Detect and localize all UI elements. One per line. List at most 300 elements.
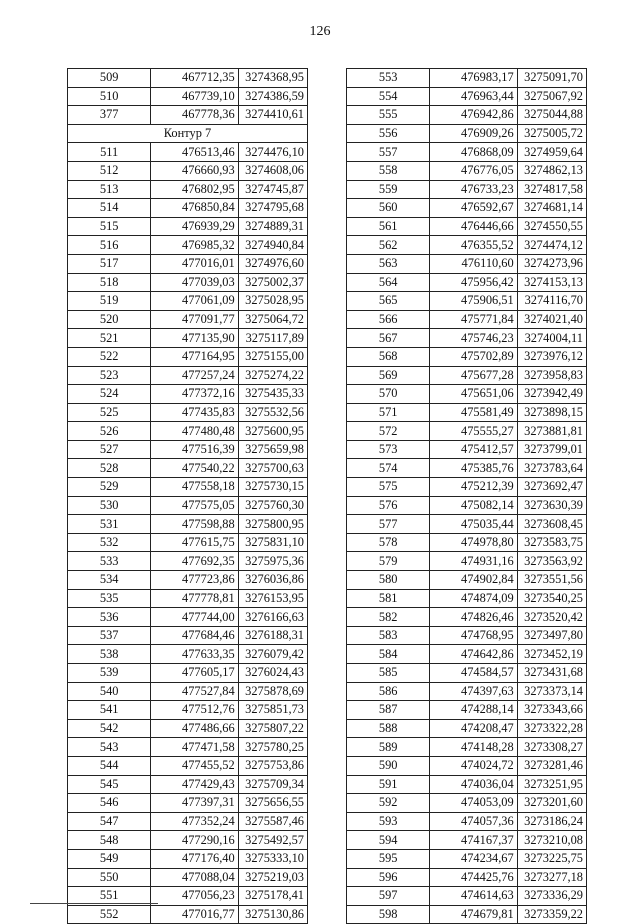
point-number: 513 xyxy=(68,180,151,199)
table-row xyxy=(68,645,308,664)
point-number: 534 xyxy=(68,571,151,590)
point-number: 525 xyxy=(68,403,151,422)
coordinate-y: 3275130,86 xyxy=(238,905,307,924)
coordinate-x: 477575,05 xyxy=(151,496,238,515)
table-row xyxy=(347,254,587,273)
coordinate-x: 476355,52 xyxy=(430,236,517,255)
point-number: 566 xyxy=(347,310,430,329)
table-row xyxy=(68,794,308,813)
table-row xyxy=(68,87,308,106)
coordinate-y: 3275178,41 xyxy=(238,887,307,906)
table-row xyxy=(68,385,308,404)
coordinate-y: 3273201,60 xyxy=(517,794,586,813)
coordinate-x: 474053,09 xyxy=(430,794,517,813)
coordinate-x: 476868,09 xyxy=(430,143,517,162)
point-number: 551 xyxy=(68,887,151,906)
table-row xyxy=(68,589,308,608)
table-row xyxy=(68,180,308,199)
coordinate-y: 3274889,31 xyxy=(238,217,307,236)
point-number: 521 xyxy=(68,329,151,348)
coordinate-x: 477633,35 xyxy=(151,645,238,664)
table-row xyxy=(68,701,308,720)
table-row xyxy=(347,385,587,404)
table-row xyxy=(68,515,308,534)
coordinate-y: 3275044,88 xyxy=(517,106,586,125)
table-row xyxy=(347,701,587,720)
point-number: 598 xyxy=(347,905,430,924)
table-row xyxy=(347,161,587,180)
coordinate-x: 477016,01 xyxy=(151,254,238,273)
coordinate-x: 474614,63 xyxy=(430,887,517,906)
coordinate-x: 477486,66 xyxy=(151,719,238,738)
coordinate-x: 467739,10 xyxy=(151,87,238,106)
coordinate-y: 3274386,59 xyxy=(238,87,307,106)
coordinate-y: 3275831,10 xyxy=(238,533,307,552)
coordinate-x: 477516,39 xyxy=(151,440,238,459)
point-number: 568 xyxy=(347,347,430,366)
table-row xyxy=(68,812,308,831)
coordinate-x: 477397,31 xyxy=(151,794,238,813)
coordinate-x: 475956,42 xyxy=(430,273,517,292)
point-number: 511 xyxy=(68,143,151,162)
coordinate-y: 3273308,27 xyxy=(517,738,586,757)
point-number: 563 xyxy=(347,254,430,273)
coordinate-y: 3273563,92 xyxy=(517,552,586,571)
point-number: 523 xyxy=(68,366,151,385)
coordinate-x: 477480,48 xyxy=(151,422,238,441)
point-number: 595 xyxy=(347,849,430,868)
coordinate-y: 3274817,58 xyxy=(517,180,586,199)
table-row xyxy=(68,217,308,236)
table-row xyxy=(347,236,587,255)
point-number: 577 xyxy=(347,515,430,534)
coordinate-x: 475412,57 xyxy=(430,440,517,459)
coordinate-x: 476983,17 xyxy=(430,69,517,88)
point-number: 565 xyxy=(347,292,430,311)
point-number: 552 xyxy=(68,905,151,924)
coordinate-y: 3273225,75 xyxy=(517,849,586,868)
point-number: 530 xyxy=(68,496,151,515)
coordinate-y: 3275274,22 xyxy=(238,366,307,385)
point-number: 570 xyxy=(347,385,430,404)
point-number: 576 xyxy=(347,496,430,515)
point-number: 590 xyxy=(347,756,430,775)
point-number: 584 xyxy=(347,645,430,664)
point-number: 581 xyxy=(347,589,430,608)
point-number: 528 xyxy=(68,459,151,478)
table-row xyxy=(68,347,308,366)
table-row xyxy=(68,756,308,775)
coordinate-x: 476939,29 xyxy=(151,217,238,236)
point-number: 518 xyxy=(68,273,151,292)
coordinate-y: 3275753,86 xyxy=(238,756,307,775)
coordinate-x: 474902,84 xyxy=(430,571,517,590)
point-number: 575 xyxy=(347,478,430,497)
coordinate-x: 477135,90 xyxy=(151,329,238,348)
coordinate-y: 3275028,95 xyxy=(238,292,307,311)
coordinate-y: 3275807,22 xyxy=(238,719,307,738)
table-row xyxy=(347,515,587,534)
coordinate-x: 475035,44 xyxy=(430,515,517,534)
table-row xyxy=(68,608,308,627)
table-row xyxy=(347,682,587,701)
table-row xyxy=(347,905,587,924)
coordinate-x: 475082,14 xyxy=(430,496,517,515)
point-number: 578 xyxy=(347,533,430,552)
coordinate-y: 3273799,01 xyxy=(517,440,586,459)
table-row xyxy=(68,775,308,794)
coordinate-x: 477684,46 xyxy=(151,626,238,645)
coordinate-x: 474036,04 xyxy=(430,775,517,794)
table-row xyxy=(68,329,308,348)
point-number: 554 xyxy=(347,87,430,106)
table-row xyxy=(68,69,308,88)
table-row xyxy=(347,143,587,162)
point-number: 539 xyxy=(68,664,151,683)
point-number: 594 xyxy=(347,831,430,850)
point-number: 529 xyxy=(68,478,151,497)
table-row xyxy=(347,329,587,348)
coordinate-y: 3273452,19 xyxy=(517,645,586,664)
coordinate-x: 476802,95 xyxy=(151,180,238,199)
coordinate-x: 474584,57 xyxy=(430,664,517,683)
coordinate-y: 3275800,95 xyxy=(238,515,307,534)
coordinate-y: 3275492,57 xyxy=(238,831,307,850)
coordinate-y: 3273359,22 xyxy=(517,905,586,924)
coordinate-x: 477723,86 xyxy=(151,571,238,590)
table-row xyxy=(347,533,587,552)
point-number: 580 xyxy=(347,571,430,590)
point-number: 517 xyxy=(68,254,151,273)
coordinate-y: 3274410,61 xyxy=(238,106,307,125)
coordinate-y: 3275333,10 xyxy=(238,849,307,868)
coordinate-y: 3274474,12 xyxy=(517,236,586,255)
coordinate-x: 477016,77 xyxy=(151,905,238,924)
point-number: 593 xyxy=(347,812,430,831)
coordinate-x: 474208,47 xyxy=(430,719,517,738)
point-number: 596 xyxy=(347,868,430,887)
point-number: 555 xyxy=(347,106,430,125)
coordinate-y: 3275600,95 xyxy=(238,422,307,441)
table-row xyxy=(68,366,308,385)
point-number: 553 xyxy=(347,69,430,88)
table-row xyxy=(347,664,587,683)
point-number: 597 xyxy=(347,887,430,906)
coordinate-y: 3275091,70 xyxy=(517,69,586,88)
page-number: 126 xyxy=(309,24,331,39)
coordinate-y: 3275067,92 xyxy=(517,87,586,106)
table-row xyxy=(68,310,308,329)
coordinate-x: 476592,67 xyxy=(430,199,517,218)
coordinate-x: 475771,84 xyxy=(430,310,517,329)
coordinate-y: 3275656,55 xyxy=(238,794,307,813)
point-number: 585 xyxy=(347,664,430,683)
coordinate-y: 3275709,34 xyxy=(238,775,307,794)
coordinate-y: 3273431,68 xyxy=(517,664,586,683)
coordinate-y: 3274550,55 xyxy=(517,217,586,236)
coordinate-y: 3273942,49 xyxy=(517,385,586,404)
point-number: 556 xyxy=(347,124,430,143)
table-row xyxy=(68,440,308,459)
coordinate-y: 3276079,42 xyxy=(238,645,307,664)
coordinate-y: 3273520,42 xyxy=(517,608,586,627)
coordinate-y: 3276036,86 xyxy=(238,571,307,590)
coordinate-y: 3275532,56 xyxy=(238,403,307,422)
point-number: 586 xyxy=(347,682,430,701)
point-number: 536 xyxy=(68,608,151,627)
table-row xyxy=(68,273,308,292)
point-number: 514 xyxy=(68,199,151,218)
table-row xyxy=(347,459,587,478)
coordinate-x: 477088,04 xyxy=(151,868,238,887)
coordinate-y: 3273540,25 xyxy=(517,589,586,608)
coordinates-table-left xyxy=(67,68,308,924)
table-row xyxy=(347,422,587,441)
coordinate-x: 477039,03 xyxy=(151,273,238,292)
point-number: 535 xyxy=(68,589,151,608)
point-number: 567 xyxy=(347,329,430,348)
table-row xyxy=(68,831,308,850)
table-row xyxy=(347,849,587,868)
table-row xyxy=(347,440,587,459)
table-row xyxy=(347,775,587,794)
point-number: 572 xyxy=(347,422,430,441)
coordinate-y: 3273608,45 xyxy=(517,515,586,534)
coordinate-x: 477352,24 xyxy=(151,812,238,831)
table-row xyxy=(347,199,587,218)
coordinate-y: 3274959,64 xyxy=(517,143,586,162)
coordinate-x: 474024,72 xyxy=(430,756,517,775)
coordinate-y: 3273210,08 xyxy=(517,831,586,850)
point-number: 377 xyxy=(68,106,151,125)
coordinate-y: 3273783,64 xyxy=(517,459,586,478)
table-row xyxy=(347,868,587,887)
table-row xyxy=(68,403,308,422)
coordinate-y: 3275117,89 xyxy=(238,329,307,348)
point-number: 542 xyxy=(68,719,151,738)
coordinate-x: 475702,89 xyxy=(430,347,517,366)
coordinate-y: 3276166,63 xyxy=(238,608,307,627)
coordinate-x: 477372,16 xyxy=(151,385,238,404)
table-row xyxy=(347,366,587,385)
coordinate-y: 3273277,18 xyxy=(517,868,586,887)
table-row xyxy=(347,106,587,125)
table-row xyxy=(68,719,308,738)
point-number: 559 xyxy=(347,180,430,199)
coordinate-y: 3274608,06 xyxy=(238,161,307,180)
table-row xyxy=(68,459,308,478)
coordinate-y: 3275878,69 xyxy=(238,682,307,701)
table-row xyxy=(68,849,308,868)
coordinate-y: 3273881,81 xyxy=(517,422,586,441)
coordinate-y: 3273976,12 xyxy=(517,347,586,366)
coordinate-y: 3274940,84 xyxy=(238,236,307,255)
coordinate-y: 3275659,98 xyxy=(238,440,307,459)
coordinate-x: 476733,23 xyxy=(430,180,517,199)
coordinate-y: 3273551,56 xyxy=(517,571,586,590)
coordinate-y: 3275064,72 xyxy=(238,310,307,329)
coordinate-x: 477061,09 xyxy=(151,292,238,311)
point-number: 573 xyxy=(347,440,430,459)
coordinate-y: 3273583,75 xyxy=(517,533,586,552)
coordinate-y: 3273343,66 xyxy=(517,701,586,720)
point-number: 520 xyxy=(68,310,151,329)
section-title: Контур 7 xyxy=(68,124,308,143)
coordinate-y: 3275760,30 xyxy=(238,496,307,515)
table-row xyxy=(347,738,587,757)
point-number: 516 xyxy=(68,236,151,255)
coordinate-x: 474425,76 xyxy=(430,868,517,887)
coordinate-y: 3273336,29 xyxy=(517,887,586,906)
coordinate-y: 3274273,96 xyxy=(517,254,586,273)
coordinate-x: 476985,32 xyxy=(151,236,238,255)
point-number: 564 xyxy=(347,273,430,292)
coordinate-x: 474148,28 xyxy=(430,738,517,757)
table-row xyxy=(347,124,587,143)
table-row xyxy=(347,719,587,738)
table-row xyxy=(68,682,308,701)
coordinate-y: 3273958,83 xyxy=(517,366,586,385)
coordinate-x: 474397,63 xyxy=(430,682,517,701)
coordinate-y: 3273497,80 xyxy=(517,626,586,645)
point-number: 548 xyxy=(68,831,151,850)
point-number: 587 xyxy=(347,701,430,720)
table-row xyxy=(68,905,308,924)
point-number: 533 xyxy=(68,552,151,571)
table-row xyxy=(347,273,587,292)
coordinate-y: 3274368,95 xyxy=(238,69,307,88)
coordinate-y: 3275730,15 xyxy=(238,478,307,497)
table-row xyxy=(347,571,587,590)
coordinate-y: 3276188,31 xyxy=(238,626,307,645)
coordinate-y: 3275851,73 xyxy=(238,701,307,720)
table-row xyxy=(68,236,308,255)
table-row xyxy=(347,87,587,106)
coordinate-y: 3274681,14 xyxy=(517,199,586,218)
point-number: 524 xyxy=(68,385,151,404)
coordinate-y: 3273281,46 xyxy=(517,756,586,775)
table-row xyxy=(68,161,308,180)
coordinate-x: 474234,67 xyxy=(430,849,517,868)
point-number: 549 xyxy=(68,849,151,868)
table-row xyxy=(347,310,587,329)
point-number: 515 xyxy=(68,217,151,236)
point-number: 545 xyxy=(68,775,151,794)
point-number: 547 xyxy=(68,812,151,831)
point-number: 527 xyxy=(68,440,151,459)
point-number: 537 xyxy=(68,626,151,645)
table-row xyxy=(347,812,587,831)
coordinate-x: 476110,60 xyxy=(430,254,517,273)
point-number: 532 xyxy=(68,533,151,552)
coordinate-x: 474978,80 xyxy=(430,533,517,552)
point-number: 589 xyxy=(347,738,430,757)
coordinate-x: 477778,81 xyxy=(151,589,238,608)
point-number: 588 xyxy=(347,719,430,738)
table-row xyxy=(68,533,308,552)
table-row xyxy=(347,831,587,850)
table-row xyxy=(347,180,587,199)
table-row xyxy=(347,887,587,906)
table-row xyxy=(68,664,308,683)
coordinate-x: 474057,36 xyxy=(430,812,517,831)
table-row xyxy=(347,794,587,813)
coordinate-y: 3275005,72 xyxy=(517,124,586,143)
table-row xyxy=(68,106,308,125)
coordinate-x: 475651,06 xyxy=(430,385,517,404)
table-row xyxy=(347,292,587,311)
table-row xyxy=(347,217,587,236)
coordinate-x: 477615,75 xyxy=(151,533,238,552)
table-row xyxy=(68,571,308,590)
point-number: 583 xyxy=(347,626,430,645)
coordinate-x: 467778,36 xyxy=(151,106,238,125)
point-number: 543 xyxy=(68,738,151,757)
coordinate-x: 477744,00 xyxy=(151,608,238,627)
coordinate-y: 3275780,25 xyxy=(238,738,307,757)
coordinate-y: 3273251,95 xyxy=(517,775,586,794)
coordinate-y: 3273898,15 xyxy=(517,403,586,422)
coordinate-x: 477558,18 xyxy=(151,478,238,497)
point-number: 522 xyxy=(68,347,151,366)
coordinate-y: 3273186,24 xyxy=(517,812,586,831)
coordinate-x: 474874,09 xyxy=(430,589,517,608)
coordinate-y: 3275435,33 xyxy=(238,385,307,404)
coordinate-x: 474288,14 xyxy=(430,701,517,720)
coordinate-x: 475555,27 xyxy=(430,422,517,441)
coordinate-y: 3274745,87 xyxy=(238,180,307,199)
point-number: 592 xyxy=(347,794,430,813)
coordinate-x: 476776,05 xyxy=(430,161,517,180)
table-row xyxy=(68,868,308,887)
coordinate-x: 474679,81 xyxy=(430,905,517,924)
table-row xyxy=(68,478,308,497)
coordinate-x: 474931,16 xyxy=(430,552,517,571)
table-row xyxy=(68,496,308,515)
table-row xyxy=(347,608,587,627)
coordinate-y: 3276153,95 xyxy=(238,589,307,608)
point-number: 562 xyxy=(347,236,430,255)
coordinate-y: 3274976,60 xyxy=(238,254,307,273)
coordinate-y: 3273322,28 xyxy=(517,719,586,738)
coordinate-x: 474167,37 xyxy=(430,831,517,850)
table-row xyxy=(68,626,308,645)
section-row xyxy=(68,124,308,143)
table-row xyxy=(347,589,587,608)
coordinate-x: 477527,84 xyxy=(151,682,238,701)
coordinate-x: 477455,52 xyxy=(151,756,238,775)
coordinate-y: 3273373,14 xyxy=(517,682,586,701)
coordinate-y: 3275975,36 xyxy=(238,552,307,571)
coordinate-y: 3275002,37 xyxy=(238,273,307,292)
point-number: 519 xyxy=(68,292,151,311)
coordinate-x: 475212,39 xyxy=(430,478,517,497)
point-number: 591 xyxy=(347,775,430,794)
point-number: 561 xyxy=(347,217,430,236)
coordinate-x: 477512,76 xyxy=(151,701,238,720)
table-row xyxy=(68,552,308,571)
table-row xyxy=(68,143,308,162)
coordinate-y: 3274116,70 xyxy=(517,292,586,311)
coordinate-x: 477605,17 xyxy=(151,664,238,683)
coordinate-y: 3274795,68 xyxy=(238,199,307,218)
coordinate-x: 475906,51 xyxy=(430,292,517,311)
table-row xyxy=(347,69,587,88)
coordinate-x: 467712,35 xyxy=(151,69,238,88)
coordinate-x: 476660,93 xyxy=(151,161,238,180)
coordinate-y: 3276024,43 xyxy=(238,664,307,683)
coordinate-y: 3275587,46 xyxy=(238,812,307,831)
